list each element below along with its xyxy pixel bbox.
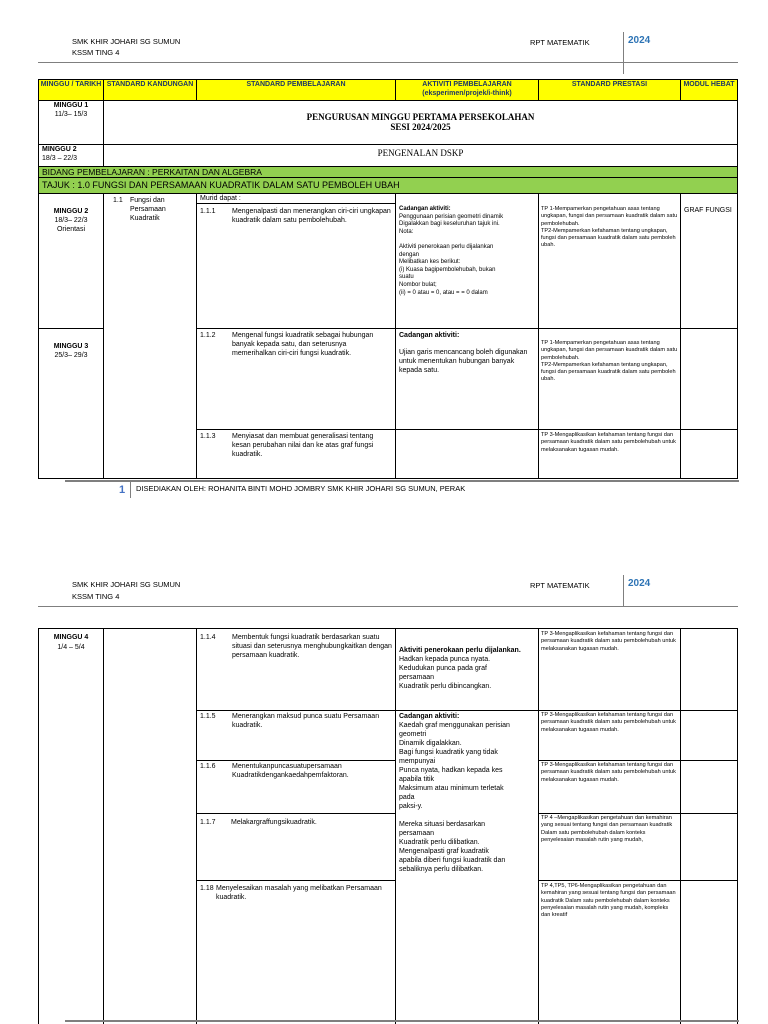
aktiviti-1-lines (399, 214, 536, 298)
header-rule-p2 (38, 606, 738, 607)
aktiviti-4-line: Bagi fungsi kuadratik yang tidak (399, 749, 498, 756)
tp-1-a (541, 206, 679, 250)
aktiviti-4 (399, 712, 537, 874)
grid-line (38, 193, 39, 479)
modul-hebat: GRAF FUNGSI (684, 207, 732, 214)
week2b-date: 18/3– 22/3 (54, 217, 88, 224)
aktiviti-4-line: Punca nyata, hadkan kepada kes (399, 767, 503, 774)
footer-rule (65, 480, 739, 482)
footer-divider (130, 482, 131, 498)
sp-115-text: Menerangkan maksud punca suatu Persamaan kuadratik. (232, 713, 380, 729)
grid-line (538, 193, 539, 479)
year-label-p2: 2024 (628, 578, 651, 589)
week1-date: 11/3– 15/3 (54, 111, 88, 118)
aktiviti-4-line: Mereka situasi berdasarkan (399, 821, 485, 828)
aktiviti-3 (399, 646, 536, 691)
grid-line (38, 478, 738, 479)
tp-456-text: TP 4,TP5, TP6-Mengaplikasikan pengetahuan dan kemahiran yang sesuai tentang fungsi dan persamaan kuadratik Dalam satu pembolehubah dalam konteks penyelesaian masalah rutin yang mudah, kompleks dan kreatif (541, 883, 676, 919)
aktiviti-4-lines (399, 721, 537, 874)
aktiviti-4-line: Dinamik digalakkan. (399, 740, 462, 747)
tp-2-a-text: TP2-Mempamerkan kefahaman tentang ungkapan, fungsi dan persamaan kuadratik dalam satu pemboleh ubah. (541, 227, 676, 249)
week2a-title-cell (103, 144, 738, 167)
school-name-p2: SMK KHIR JOHARI SG SUMUN (72, 580, 181, 589)
grid-line (196, 628, 197, 1024)
header-divider-p2 (623, 575, 624, 607)
week2b-label: MINGGU 2 (53, 208, 89, 215)
week1-cell (38, 100, 104, 145)
aktiviti-1-line: Melibatkan kes berikut: (399, 259, 461, 266)
tp-3-a-text: TP 3-Mengaplikasikan kefahaman tentang fungsi dan persamaan kuadratik dalam satu pembolehubah untuk melaksanakan tugasan mudah. (541, 432, 676, 453)
aktiviti-4-line: apabila diberi fungsi kuadratik dan (399, 857, 506, 864)
prepared-by: DISEDIAKAN OLEH: ROHANITA BINTI MOHD JOMBRY SMK KHIR JOHARI SG SUMUN, PERAK (136, 484, 466, 493)
sp-112-number: 1.1.2 (200, 332, 216, 339)
class-level: KSSM TING 4 (72, 48, 120, 57)
bidang-bar: BIDANG PEMBELAJARAN : PERKAITAN DAN ALGEBRA (38, 166, 738, 178)
grid-line (538, 710, 738, 711)
aktiviti-header-line2: (eksperimen/projek/i-think) (422, 89, 512, 97)
sp-116-number: 1.1.6 (200, 763, 216, 770)
col-sp-prestasi-header: STANDARD PRESTASI (538, 79, 681, 101)
aktiviti-1-line: Nombor bulat; (399, 281, 437, 288)
grid-line (196, 328, 738, 329)
grid-line (38, 628, 738, 629)
aktiviti-2-text: Ujian garis mencancang boleh digunakan untuk menentukan hubungan banyak kepada satu. (399, 349, 528, 374)
murid-dapat: Murid dapat : (200, 195, 241, 202)
sp-116-text: Menentukanpuncasuatupersamaan Kuadratikdengankaedahpemfaktoran. (232, 763, 349, 779)
grid-line (196, 880, 396, 881)
aktiviti-1-line: suatu (399, 274, 414, 281)
aktiviti-header-line1: AKTIVITI PEMBELAJARAN (422, 81, 512, 88)
week4-date: 1/4 – 5/4 (57, 644, 85, 651)
aktiviti-4-line: geometri (399, 731, 427, 738)
week2a-title: PENGENALAN DSKP (377, 148, 464, 158)
sp-113-text: Menyiasat dan membuat generalisasi tentang kesan perubahan nilai dan ke atas graf fungsi kuadratik. (232, 433, 374, 458)
grid-line (395, 710, 539, 711)
week1-session: SESI 2024/2025 (390, 122, 451, 132)
grid-line (103, 193, 104, 479)
school-name: SMK KHIR JOHARI SG SUMUN (72, 37, 181, 46)
aktiviti-1-line (399, 236, 536, 244)
sp-111-number: 1.1.1 (200, 208, 216, 215)
aktiviti-4-line: persamaan (399, 830, 435, 837)
tp-2-b-text: TP2-Mempamerkan kefahaman tentang ungkapan, fungsi dan persamaan kuadratik dalam satu pemboleh ubah. (541, 361, 676, 383)
aktiviti-1-line: dengan (399, 251, 420, 258)
week2a-date: 18/3 – 22/3 (42, 155, 78, 162)
sp-117-text: Melakargraffungsikuadratik. (231, 819, 317, 826)
grid-line (196, 710, 396, 711)
grid-line (38, 328, 104, 329)
aktiviti-1-line: Penggunaan perisian geometri dinamik (399, 213, 504, 220)
week1-label: MINGGU 1 (53, 102, 89, 109)
sp-113-number: 1.1.3 (200, 433, 216, 440)
col-modul-header: MODUL HEBAT (680, 79, 738, 101)
aktiviti-1-line: Digalakkan bagi keseluruhan tajuk ini. (399, 221, 500, 228)
tp-4-text: TP 4 –Mengaplikasikan pengetahuan dan kemahiran yang sesuai tentang fungsi dan persamaan kuadratik Dalam satu pembolehubah dalam konteks penyelesaian masalah rutin yang mudah, (541, 815, 673, 843)
grid-line (196, 203, 396, 204)
grid-line (196, 760, 396, 761)
grid-line (395, 628, 396, 1024)
aktiviti-4-line: mempunyai (399, 758, 436, 765)
tp-3-b-text: TP 3-Mengaplikasikan kefahaman tentang fungsi dan persamaan kuadratik dalam satu pembolehubah untuk melaksanakan tugasan mudah. (541, 631, 676, 652)
aktiviti-3-lines (399, 655, 536, 691)
grid-line (196, 429, 738, 430)
aktiviti-1-title: Cadangan aktiviti: (399, 206, 451, 212)
aktiviti-3-line: Kedudukan punca pada graf (399, 665, 487, 672)
grid-line (38, 628, 39, 1024)
week3-date: 25/3– 29/3 (54, 352, 88, 359)
footer-rule-p2 (65, 1020, 739, 1022)
week2a-label: MINGGU 2 (42, 146, 77, 153)
col-minggu-header: MINGGU / TARIKH (38, 79, 104, 101)
class-level-p2: KSSM TING 4 (72, 592, 120, 601)
aktiviti-4-line: pada (399, 794, 415, 801)
week1-title: PENGURUSAN MINGGU PERTAMA PERSEKOLAHAN (306, 112, 535, 122)
sk-text: Fungsi dan Persamaan Kuadratik (130, 197, 166, 222)
aktiviti-3-title: Aktiviti penerokaan perlu dijalankan. (399, 647, 521, 654)
col-sk-header: STANDARD KANDUNGAN (103, 79, 197, 101)
grid-line (538, 760, 738, 761)
tp-1-b (541, 340, 679, 384)
aktiviti-4-line (399, 811, 537, 820)
aktiviti-4-line: paksi-y. (399, 803, 423, 810)
aktiviti-2-title: Cadangan aktiviti: (399, 332, 460, 339)
header-divider (623, 32, 624, 74)
sp-117-number: 1.1.7 (200, 819, 216, 826)
tp-1-a-text: TP 1-Mempamerkan pengetahuan asas tentang ungkapan, fungsi dan persamaan kuadratik dalam satu pembolehubah. (541, 206, 678, 227)
grid-line (538, 813, 738, 814)
week2a-cell (38, 144, 104, 167)
grid-line (538, 880, 738, 881)
aktiviti-1 (399, 206, 536, 297)
grid-line (538, 628, 539, 1024)
aktiviti-4-line: Kuadratik perlu dilibatkan. (399, 839, 480, 846)
tajuk-bar: TAJUK : 1.0 FUNGSI DAN PERSAMAAN KUADRATIK DALAM SATU PEMBOLEH UBAH (38, 177, 738, 194)
sp-115-number: 1.1.5 (200, 713, 216, 720)
week2b-note: Orientasi (56, 226, 85, 233)
aktiviti-4-line: Kaedah graf menggunakan perisian (399, 722, 510, 729)
rpt-label: RPT MATEMATIK (530, 38, 590, 47)
grid-line (103, 628, 104, 1024)
week3-label: MINGGU 3 (53, 343, 89, 350)
aktiviti-2 (399, 331, 536, 375)
week4-label: MINGGU 4 (53, 634, 89, 641)
grid-line (196, 813, 396, 814)
aktiviti-4-line: apabila titik (399, 776, 435, 783)
aktiviti-1-line: (ii) = 0 atau = 0, atau = = 0 dalam (399, 289, 488, 296)
grid-line (737, 193, 738, 479)
aktiviti-4-line: Maksimum atau minimum terletak (399, 785, 504, 792)
sp-118-text: Menyelesaikan masalah yang melibatkan Persamaan kuadratik. (216, 885, 382, 901)
grid-line (680, 628, 681, 1024)
aktiviti-1-line: Aktiviti penerokaan perlu dijalankan (399, 243, 494, 250)
grid-line (395, 193, 396, 479)
sp-118-number: 1.18 (200, 885, 214, 892)
sp-114-number: 1.1.4 (200, 634, 216, 641)
aktiviti-3-line: persamaan (399, 674, 435, 681)
tp-3-c-text: TP 3-Mengaplikasikan kefahaman tentang fungsi dan persamaan kuadratik dalam satu pembolehubah untuk melaksanakan tugasan mudah. (541, 712, 676, 733)
aktiviti-1-line: Nota: (399, 228, 414, 235)
aktiviti-4-title: Cadangan aktiviti: (399, 713, 460, 720)
grid-line (196, 193, 197, 479)
col-aktiviti-header (395, 79, 539, 101)
tp-1-b-text: TP 1-Mempamerkan pengetahuan asas tentang ungkapan, fungsi dan persamaan kuadratik dalam satu pembolehubah. (541, 340, 678, 361)
sp-112-text: Mengenal fungsi kuadratik sebagai hubungan banyak kepada satu, dan seterusnya memerihalkan ciri-ciri fungsi kuadratik. (232, 332, 374, 357)
aktiviti-3-line: Kuadratik perlu dibincangkan. (399, 683, 492, 690)
rpt-label-p2: RPT MATEMATIK (530, 581, 590, 590)
sp-111-text: Mengenalpasti dan menerangkan ciri-ciri ungkapan kuadratik dalam satu pembolehubah. (232, 208, 391, 224)
header-rule (38, 62, 738, 63)
col-sp-header: STANDARD PEMBELAJARAN (196, 79, 396, 101)
aktiviti-3-line: Hadkan kepada punca nyata. (399, 656, 491, 663)
aktiviti-1-line: (i) Kuasa bagipembolehubah, bukan (399, 266, 496, 273)
tp-3-d-text: TP 3-Mengaplikasikan kefahaman tentang fungsi dan persamaan kuadratik dalam satu pembolehubah untuk melaksanakan tugasan mudah. (541, 762, 676, 783)
year-label: 2024 (628, 35, 651, 46)
sk-number: 1.1 (113, 197, 123, 204)
week1-title-cell (103, 100, 738, 145)
page-number: 1 (119, 484, 126, 496)
aktiviti-4-line: Mengenalpasti graf kuadratik (399, 848, 489, 855)
aktiviti-4-line: sebaliknya perlu dilibatkan. (399, 866, 484, 873)
grid-line (680, 193, 681, 479)
sp-114-text: Membentuk fungsi kuadratik berdasarkan suatu situasi dan seterusnya menghubungkaitkan dengan persamaan kuadratik. (232, 634, 392, 659)
grid-line (737, 628, 738, 1024)
